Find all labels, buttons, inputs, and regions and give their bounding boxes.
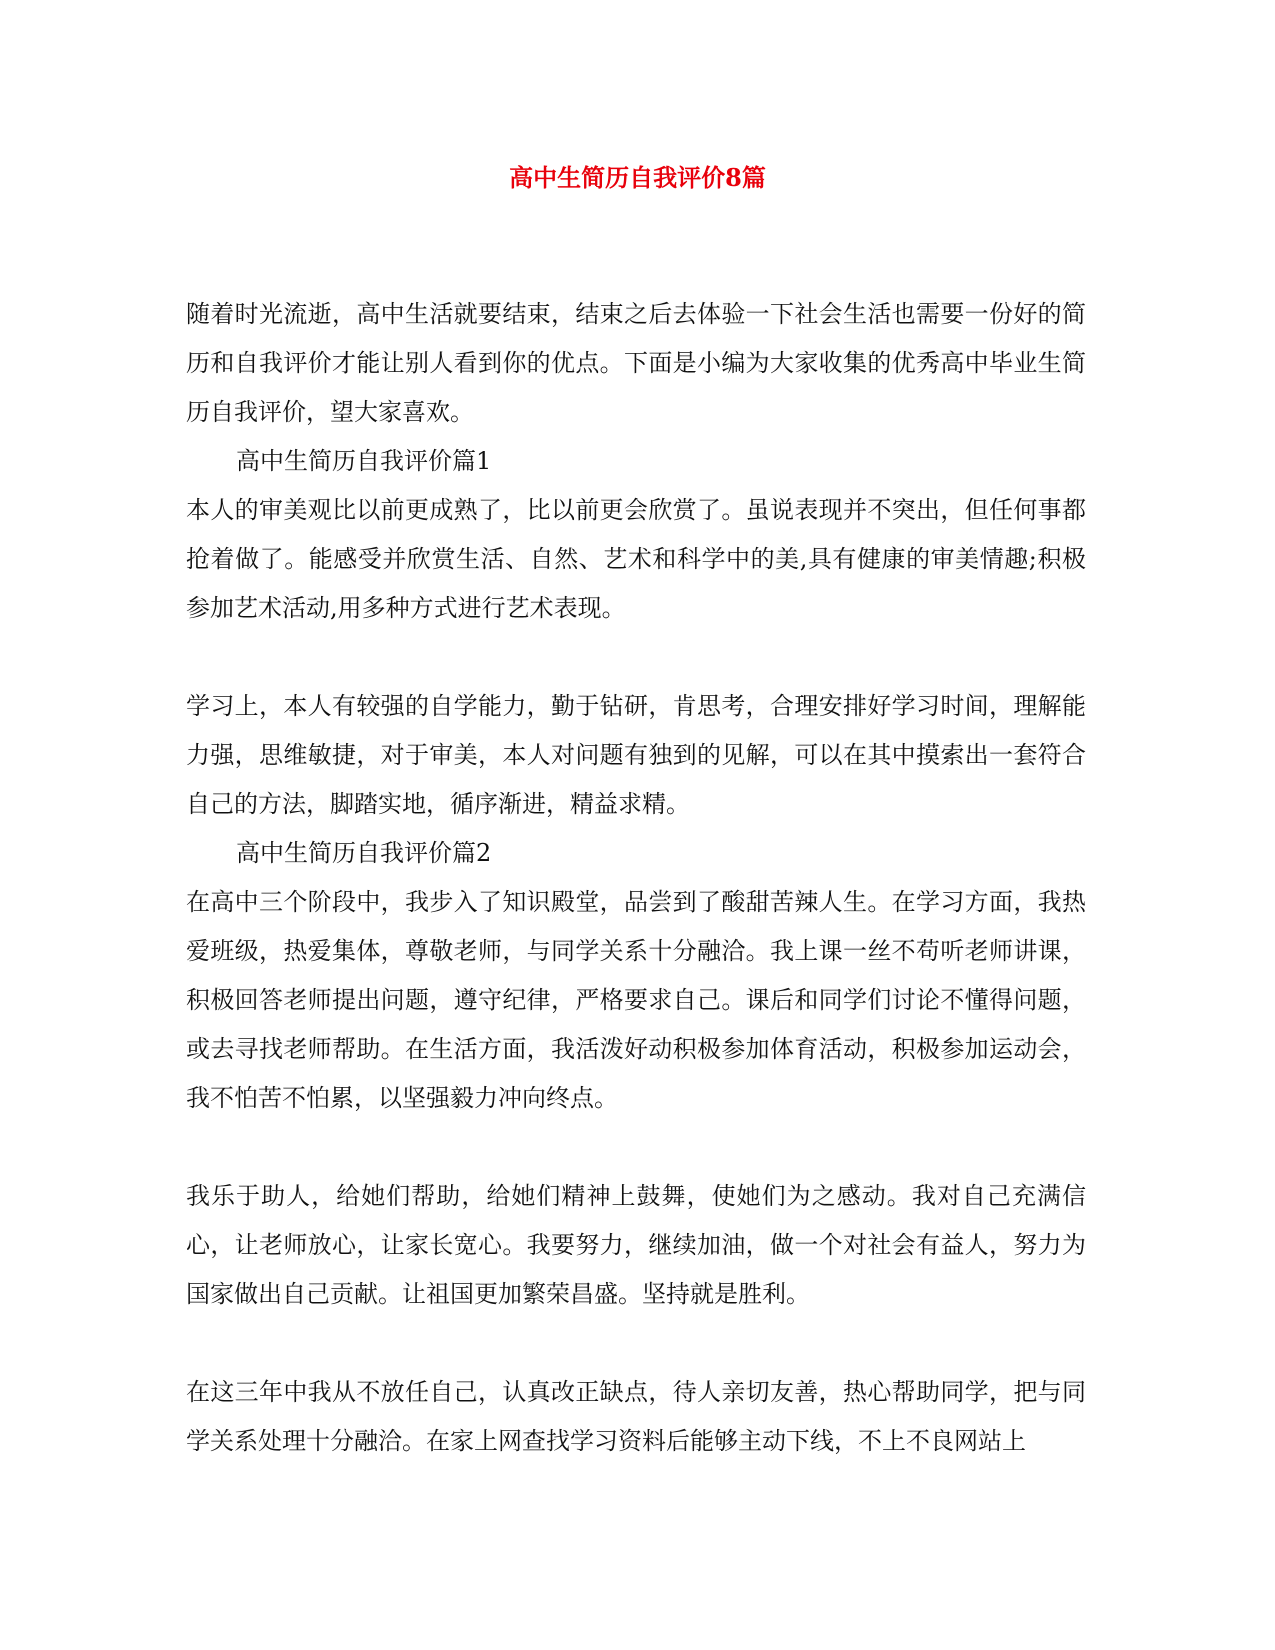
paragraph-spacer xyxy=(186,1123,1086,1172)
section-heading-1: 高中生简历自我评价篇1 xyxy=(236,447,492,475)
section1-paragraph-2: 学习上，本人有较强的自学能力，勤于钻研，肯思考，合理安排好学习时间，理解能力强，思维敏捷，对于审美，本人对问题有独到的见解，可以在其中摸索出一套符合自己的方法，脚踏实地，循序渐进，精益求精。 xyxy=(186,692,1086,818)
section2-paragraph-3: 在这三年中我从不放任自己，认真改正缺点，待人亲切友善，热心帮助同学，把与同学关系处理十分融洽。在家上网查找学习资料后能够主动下线，不上不良网站上 xyxy=(186,1378,1086,1455)
section-heading-2: 高中生简历自我评价篇2 xyxy=(236,839,492,867)
paragraph-spacer xyxy=(186,1319,1086,1368)
section1-paragraph-1: 本人的审美观比以前更成熟了，比以前更会欣赏了。虽说表现并不突出，但任何事都抢着做了。能感受并欣赏生活、自然、艺术和科学中的美,具有健康的审美情趣;积极参加艺术活动,用多种方式进行艺术表现。 xyxy=(186,496,1086,622)
intro-paragraph: 随着时光流逝，高中生活就要结束，结束之后去体验一下社会生活也需要一份好的简历和自我评价才能让别人看到你的优点。下面是小编为大家收集的优秀高中毕业生简历自我评价，望大家喜欢。 xyxy=(186,300,1086,426)
paragraph-spacer xyxy=(186,633,1086,682)
section2-paragraph-1: 在高中三个阶段中，我步入了知识殿堂，品尝到了酸甜苦辣人生。在学习方面，我热爱班级，热爱集体，尊敬老师，与同学关系十分融洽。我上课一丝不苟听老师讲课，积极回答老师提出问题，遵守纪律，严格要求自己。课后和同学们讨论不懂得问题，或去寻找老师帮助。在生活方面，我活泼好动积极参加体育活动，积极参加运动会，我不怕苦不怕累，以坚强毅力冲向终点。 xyxy=(186,888,1086,1112)
section2-paragraph-2: 我乐于助人，给她们帮助，给她们精神上鼓舞，使她们为之感动。我对自己充满信心，让老师放心，让家长宽心。我要努力，继续加油，做一个对社会有益人，努力为国家做出自己贡献。让祖国更加繁荣昌盛。坚持就是胜利。 xyxy=(186,1182,1086,1308)
document-body xyxy=(186,290,1086,1466)
document-title: 高中生简历自我评价8篇 xyxy=(509,163,766,192)
